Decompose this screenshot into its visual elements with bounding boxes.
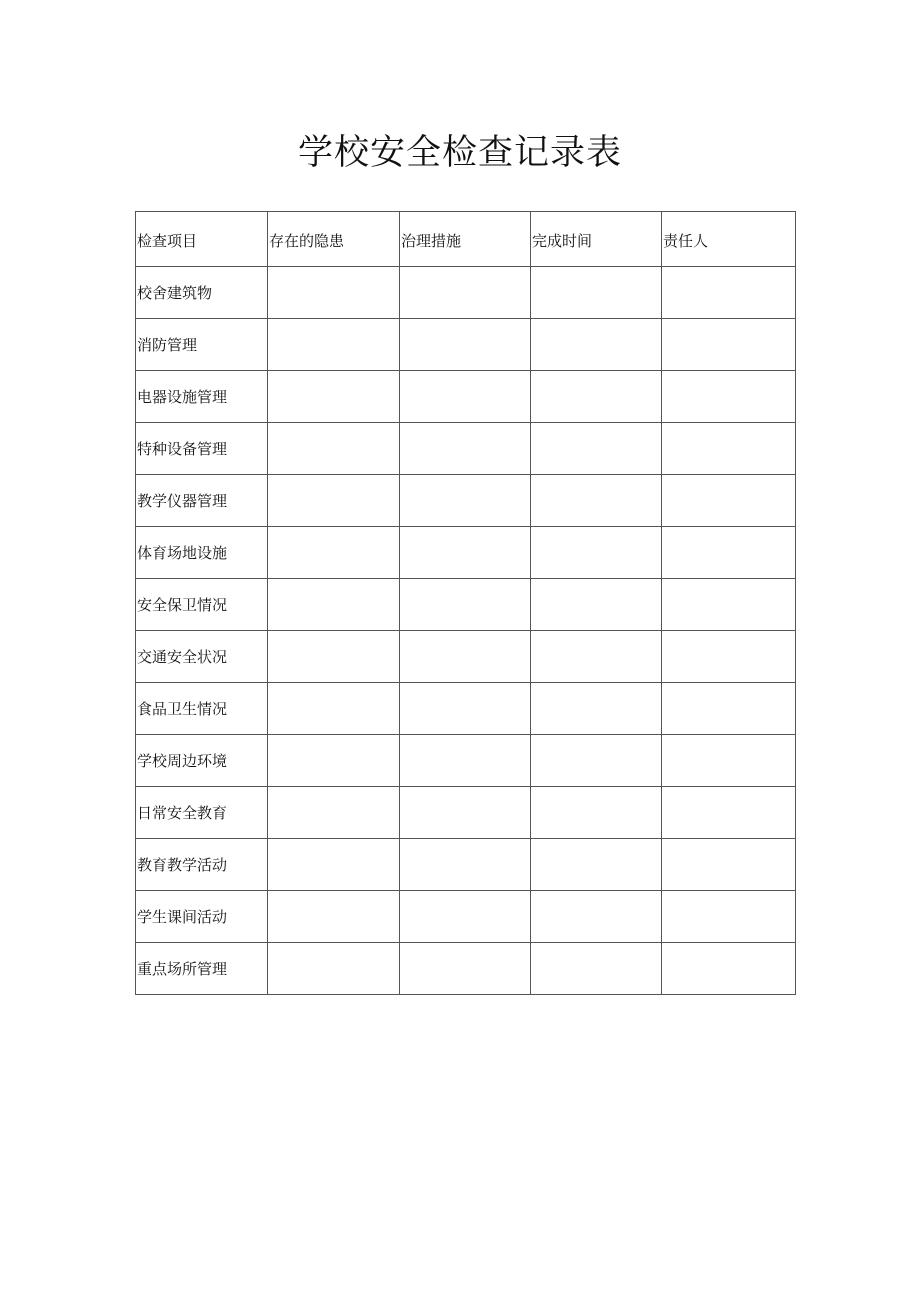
completion-time-cell — [531, 423, 662, 475]
header-existing-hazards: 存在的隐患 — [268, 212, 400, 267]
table-row — [136, 423, 796, 475]
table-row — [136, 579, 796, 631]
inspection-item-cell: 交通安全状况 — [136, 631, 268, 683]
measure-cell — [400, 787, 531, 839]
inspection-item-cell: 特种设备管理 — [136, 423, 268, 475]
hazard-cell — [268, 267, 400, 319]
responsible-person-cell — [662, 579, 796, 631]
inspection-item-cell: 校舍建筑物 — [136, 267, 268, 319]
completion-time-cell — [531, 943, 662, 995]
table-row — [136, 631, 796, 683]
table-row — [136, 371, 796, 423]
measure-cell — [400, 735, 531, 787]
measure-cell — [400, 683, 531, 735]
completion-time-cell — [531, 579, 662, 631]
responsible-person-cell — [662, 943, 796, 995]
hazard-cell — [268, 423, 400, 475]
completion-time-cell — [531, 527, 662, 579]
hazard-cell — [268, 735, 400, 787]
responsible-person-cell — [662, 839, 796, 891]
page-title: 学校安全检查记录表 — [297, 133, 622, 173]
responsible-person-cell — [662, 787, 796, 839]
inspection-item-cell: 教育教学活动 — [136, 839, 268, 891]
completion-time-cell — [531, 631, 662, 683]
completion-time-cell — [531, 891, 662, 943]
table-row — [136, 527, 796, 579]
hazard-cell — [268, 371, 400, 423]
hazard-cell — [268, 631, 400, 683]
table-row — [136, 475, 796, 527]
table-row — [136, 267, 796, 319]
table-row — [136, 943, 796, 995]
hazard-cell — [268, 943, 400, 995]
measure-cell — [400, 475, 531, 527]
completion-time-cell — [531, 319, 662, 371]
inspection-item-cell: 教学仪器管理 — [136, 475, 268, 527]
header-remediation-measures: 治理措施 — [400, 212, 531, 267]
completion-time-cell — [531, 735, 662, 787]
inspection-item-cell: 食品卫生情况 — [136, 683, 268, 735]
responsible-person-cell — [662, 267, 796, 319]
safety-inspection-table — [135, 211, 796, 995]
inspection-item-cell: 学校周边环境 — [136, 735, 268, 787]
measure-cell — [400, 423, 531, 475]
measure-cell — [400, 579, 531, 631]
measure-cell — [400, 319, 531, 371]
table-row — [136, 839, 796, 891]
hazard-cell — [268, 839, 400, 891]
completion-time-cell — [531, 839, 662, 891]
measure-cell — [400, 527, 531, 579]
completion-time-cell — [531, 267, 662, 319]
inspection-item-cell: 重点场所管理 — [136, 943, 268, 995]
responsible-person-cell — [662, 371, 796, 423]
responsible-person-cell — [662, 891, 796, 943]
responsible-person-cell — [662, 319, 796, 371]
completion-time-cell — [531, 787, 662, 839]
hazard-cell — [268, 475, 400, 527]
completion-time-cell — [531, 475, 662, 527]
measure-cell — [400, 891, 531, 943]
responsible-person-cell — [662, 423, 796, 475]
completion-time-cell — [531, 371, 662, 423]
responsible-person-cell — [662, 631, 796, 683]
inspection-item-cell: 消防管理 — [136, 319, 268, 371]
inspection-item-cell: 电器设施管理 — [136, 371, 268, 423]
hazard-cell — [268, 579, 400, 631]
header-inspection-item: 检查项目 — [136, 212, 268, 267]
responsible-person-cell — [662, 527, 796, 579]
header-completion-time: 完成时间 — [531, 212, 662, 267]
measure-cell — [400, 631, 531, 683]
table-row — [136, 319, 796, 371]
measure-cell — [400, 267, 531, 319]
inspection-item-cell: 体育场地设施 — [136, 527, 268, 579]
table-row — [136, 735, 796, 787]
hazard-cell — [268, 683, 400, 735]
measure-cell — [400, 839, 531, 891]
responsible-person-cell — [662, 683, 796, 735]
header-responsible-person: 责任人 — [662, 212, 796, 267]
completion-time-cell — [531, 683, 662, 735]
inspection-item-cell: 安全保卫情况 — [136, 579, 268, 631]
inspection-item-cell: 日常安全教育 — [136, 787, 268, 839]
measure-cell — [400, 371, 531, 423]
table-row — [136, 787, 796, 839]
measure-cell — [400, 943, 531, 995]
responsible-person-cell — [662, 735, 796, 787]
hazard-cell — [268, 527, 400, 579]
table-header-row — [136, 212, 796, 267]
hazard-cell — [268, 787, 400, 839]
hazard-cell — [268, 319, 400, 371]
table-row — [136, 683, 796, 735]
inspection-item-cell: 学生课间活动 — [136, 891, 268, 943]
hazard-cell — [268, 891, 400, 943]
responsible-person-cell — [662, 475, 796, 527]
table-row — [136, 891, 796, 943]
